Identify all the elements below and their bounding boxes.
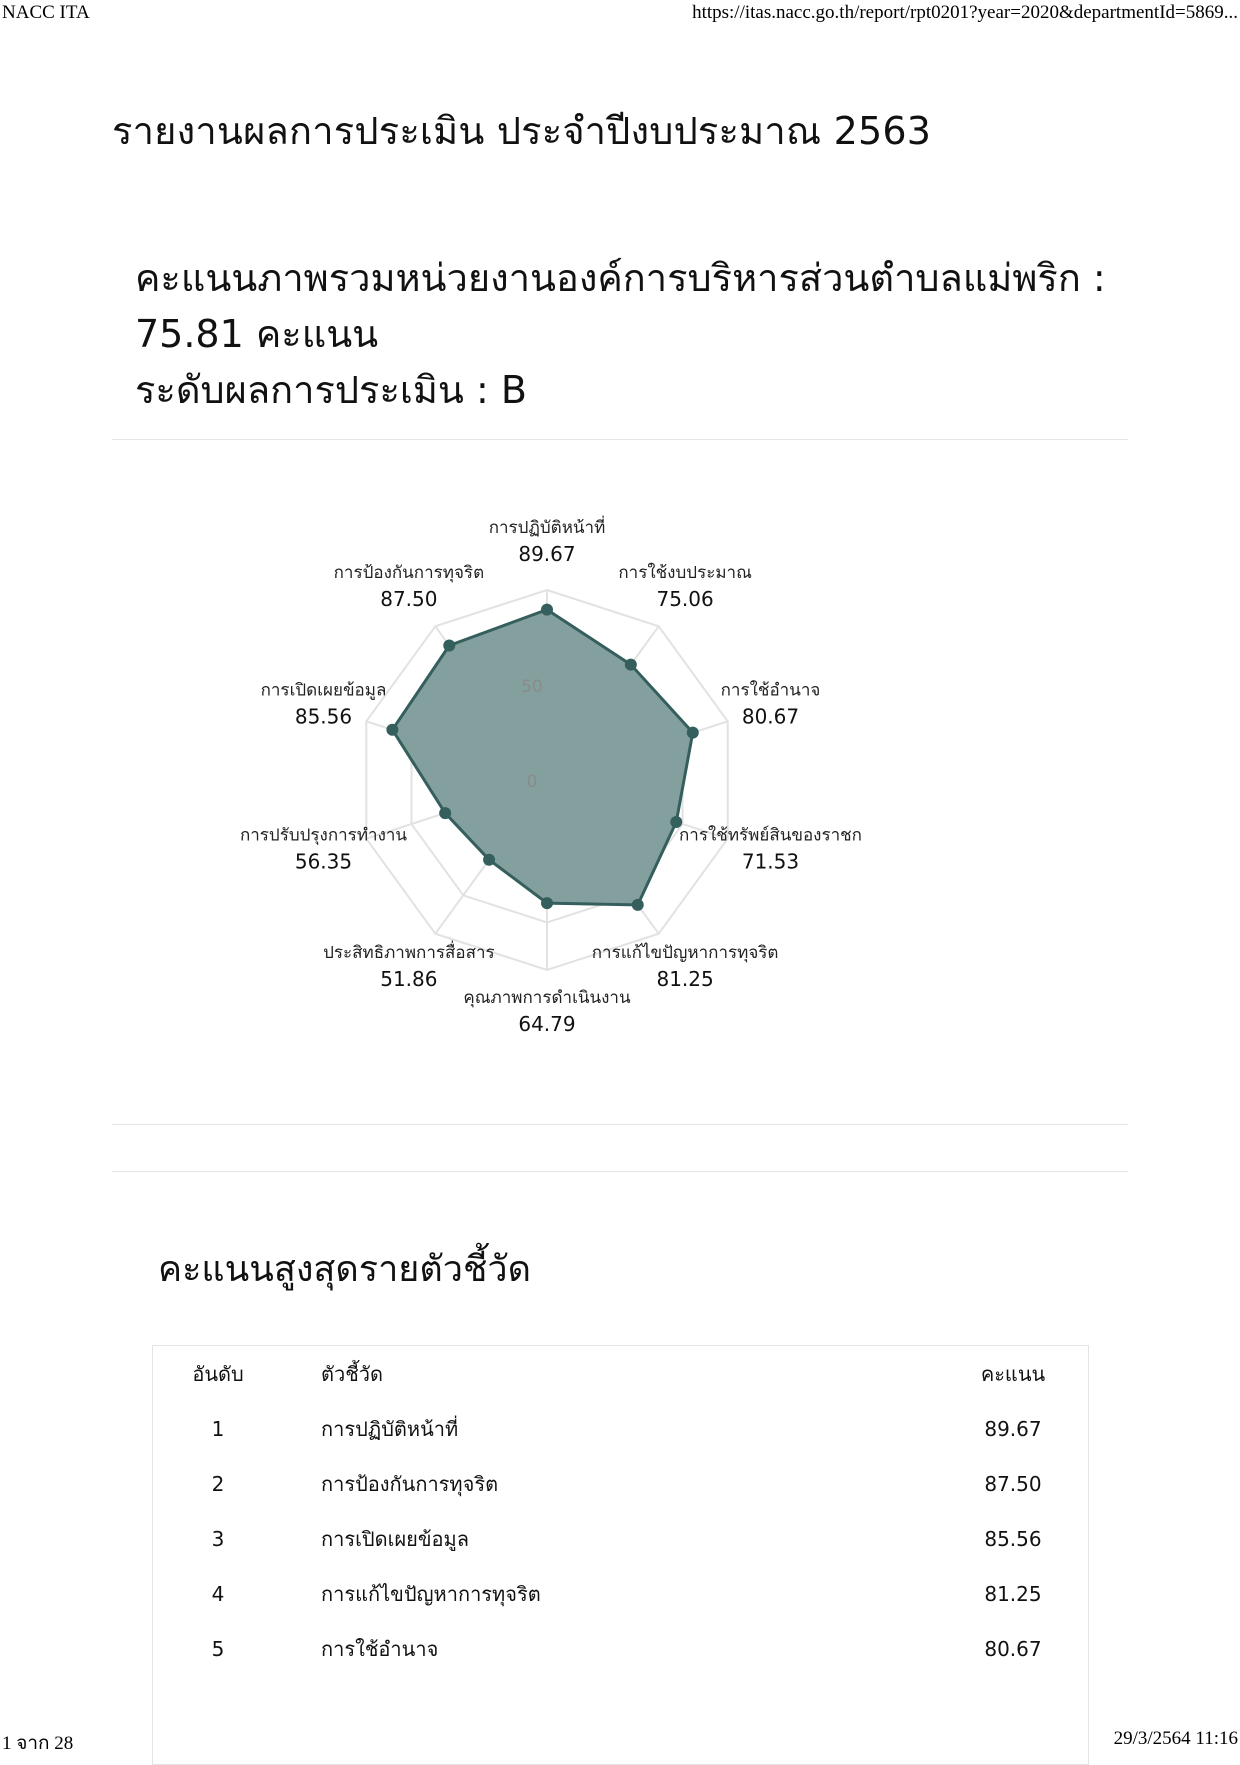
indicators-title: คะแนนสูงสุดรายตัวชี้วัด bbox=[158, 1249, 532, 1290]
radar-data-point bbox=[483, 854, 495, 866]
radar-category-label: การใช้ทรัพย์สินของราชก bbox=[679, 825, 862, 846]
radar-category-label: การเปิดเผยข้อมูล bbox=[260, 680, 387, 701]
row-rank: 4 bbox=[211, 1581, 225, 1606]
row-indicator: การเปิดเผยข้อมูล bbox=[321, 1526, 469, 1551]
radar-category-label: ประสิทธิภาพการสื่อสาร bbox=[323, 943, 495, 964]
print-header-url: https://itas.nacc.go.th/report/rpt0201?year=2020&departmentId=5869... bbox=[692, 2, 1238, 23]
row-score: 89.67 bbox=[984, 1416, 1042, 1441]
indicators-table bbox=[152, 1345, 1089, 1765]
radar-category-label: การแก้ไขปัญหาการทุจริต bbox=[591, 943, 779, 964]
radar-data-point bbox=[541, 897, 553, 909]
radar-value-label: 75.06 bbox=[656, 586, 714, 611]
radar-value-label: 81.25 bbox=[656, 967, 714, 992]
radar-value-label: 71.53 bbox=[741, 849, 800, 874]
row-rank: 1 bbox=[211, 1416, 225, 1441]
radar-category-label: การปฏิบัติหน้าที่ bbox=[488, 518, 606, 538]
radar-category-label: คุณภาพการดำเนินงาน bbox=[463, 988, 631, 1008]
row-indicator: การแก้ไขปัญหาการทุจริต bbox=[321, 1581, 541, 1606]
overall-score-label: คะแนนภาพรวมหน่วยงานองค์การบริหารส่วนตำบลแม่พริก : bbox=[135, 256, 1106, 300]
radar-value-label: 64.79 bbox=[518, 1012, 576, 1036]
table-row bbox=[153, 1621, 1088, 1676]
report-title: รายงานผลการประเมิน ประจำปีงบประมาณ 2563 bbox=[112, 109, 932, 153]
header-score: คะแนน bbox=[980, 1361, 1046, 1386]
radar-value-label: 87.50 bbox=[380, 586, 438, 611]
divider bbox=[112, 439, 1128, 440]
row-score: 81.25 bbox=[984, 1581, 1042, 1606]
print-header bbox=[0, 2, 1240, 24]
table-row bbox=[153, 1456, 1088, 1511]
row-rank: 3 bbox=[211, 1526, 225, 1551]
radar-category-label: การใช้อำนาจ bbox=[720, 680, 821, 701]
radar-value-label: 56.35 bbox=[294, 849, 353, 874]
row-score: 87.50 bbox=[984, 1471, 1042, 1496]
table-row bbox=[153, 1511, 1088, 1566]
row-score: 85.56 bbox=[984, 1526, 1042, 1551]
print-header-left: NACC ITA bbox=[2, 2, 90, 23]
print-timestamp: 29/3/2564 11:16 bbox=[1113, 1728, 1238, 1749]
radar-value-label: 89.67 bbox=[518, 542, 576, 566]
table-row bbox=[153, 1401, 1088, 1456]
table-row bbox=[153, 1566, 1088, 1621]
radar-data-point bbox=[443, 640, 455, 652]
header-rank: อันดับ bbox=[192, 1361, 244, 1386]
radar-value-label: 51.86 bbox=[380, 967, 438, 992]
assessment-grade: ระดับผลการประเมิน : B bbox=[135, 368, 527, 412]
radar-chart bbox=[0, 500, 1240, 1060]
overall-summary bbox=[135, 250, 1125, 418]
row-indicator: การปฏิบัติหน้าที่ bbox=[321, 1416, 459, 1441]
table-header bbox=[153, 1346, 1088, 1401]
radar-data-point bbox=[687, 727, 699, 739]
row-rank: 2 bbox=[211, 1471, 225, 1496]
page-counter: 1 จาก 28 bbox=[2, 1733, 74, 1754]
radar-category-label: การป้องกันการทุจริต bbox=[333, 562, 485, 583]
radar-value-label: 80.67 bbox=[741, 704, 800, 729]
header-indicator: ตัวชี้วัด bbox=[321, 1361, 384, 1386]
row-indicator: การใช้อำนาจ bbox=[321, 1636, 439, 1661]
radar-category-label: การใช้งบประมาณ bbox=[618, 562, 752, 583]
radar-data-point bbox=[439, 807, 451, 819]
row-score: 80.67 bbox=[984, 1636, 1042, 1661]
overall-score-value: 75.81 คะแนน bbox=[135, 312, 379, 356]
row-indicator: การป้องกันการทุจริต bbox=[321, 1471, 499, 1496]
radar-data-point bbox=[541, 604, 553, 616]
radar-data-point bbox=[625, 659, 637, 671]
radar-value-label: 85.56 bbox=[294, 704, 353, 729]
radar-data-point bbox=[386, 724, 398, 736]
radar-tick-label: 0 bbox=[526, 772, 538, 792]
radar-tick-label: 50 bbox=[521, 677, 543, 697]
divider bbox=[112, 1124, 1128, 1125]
row-rank: 5 bbox=[211, 1636, 225, 1661]
radar-data-point bbox=[632, 899, 644, 911]
radar-category-label: การปรับปรุงการทำงาน bbox=[239, 825, 408, 846]
divider bbox=[112, 1171, 1128, 1172]
